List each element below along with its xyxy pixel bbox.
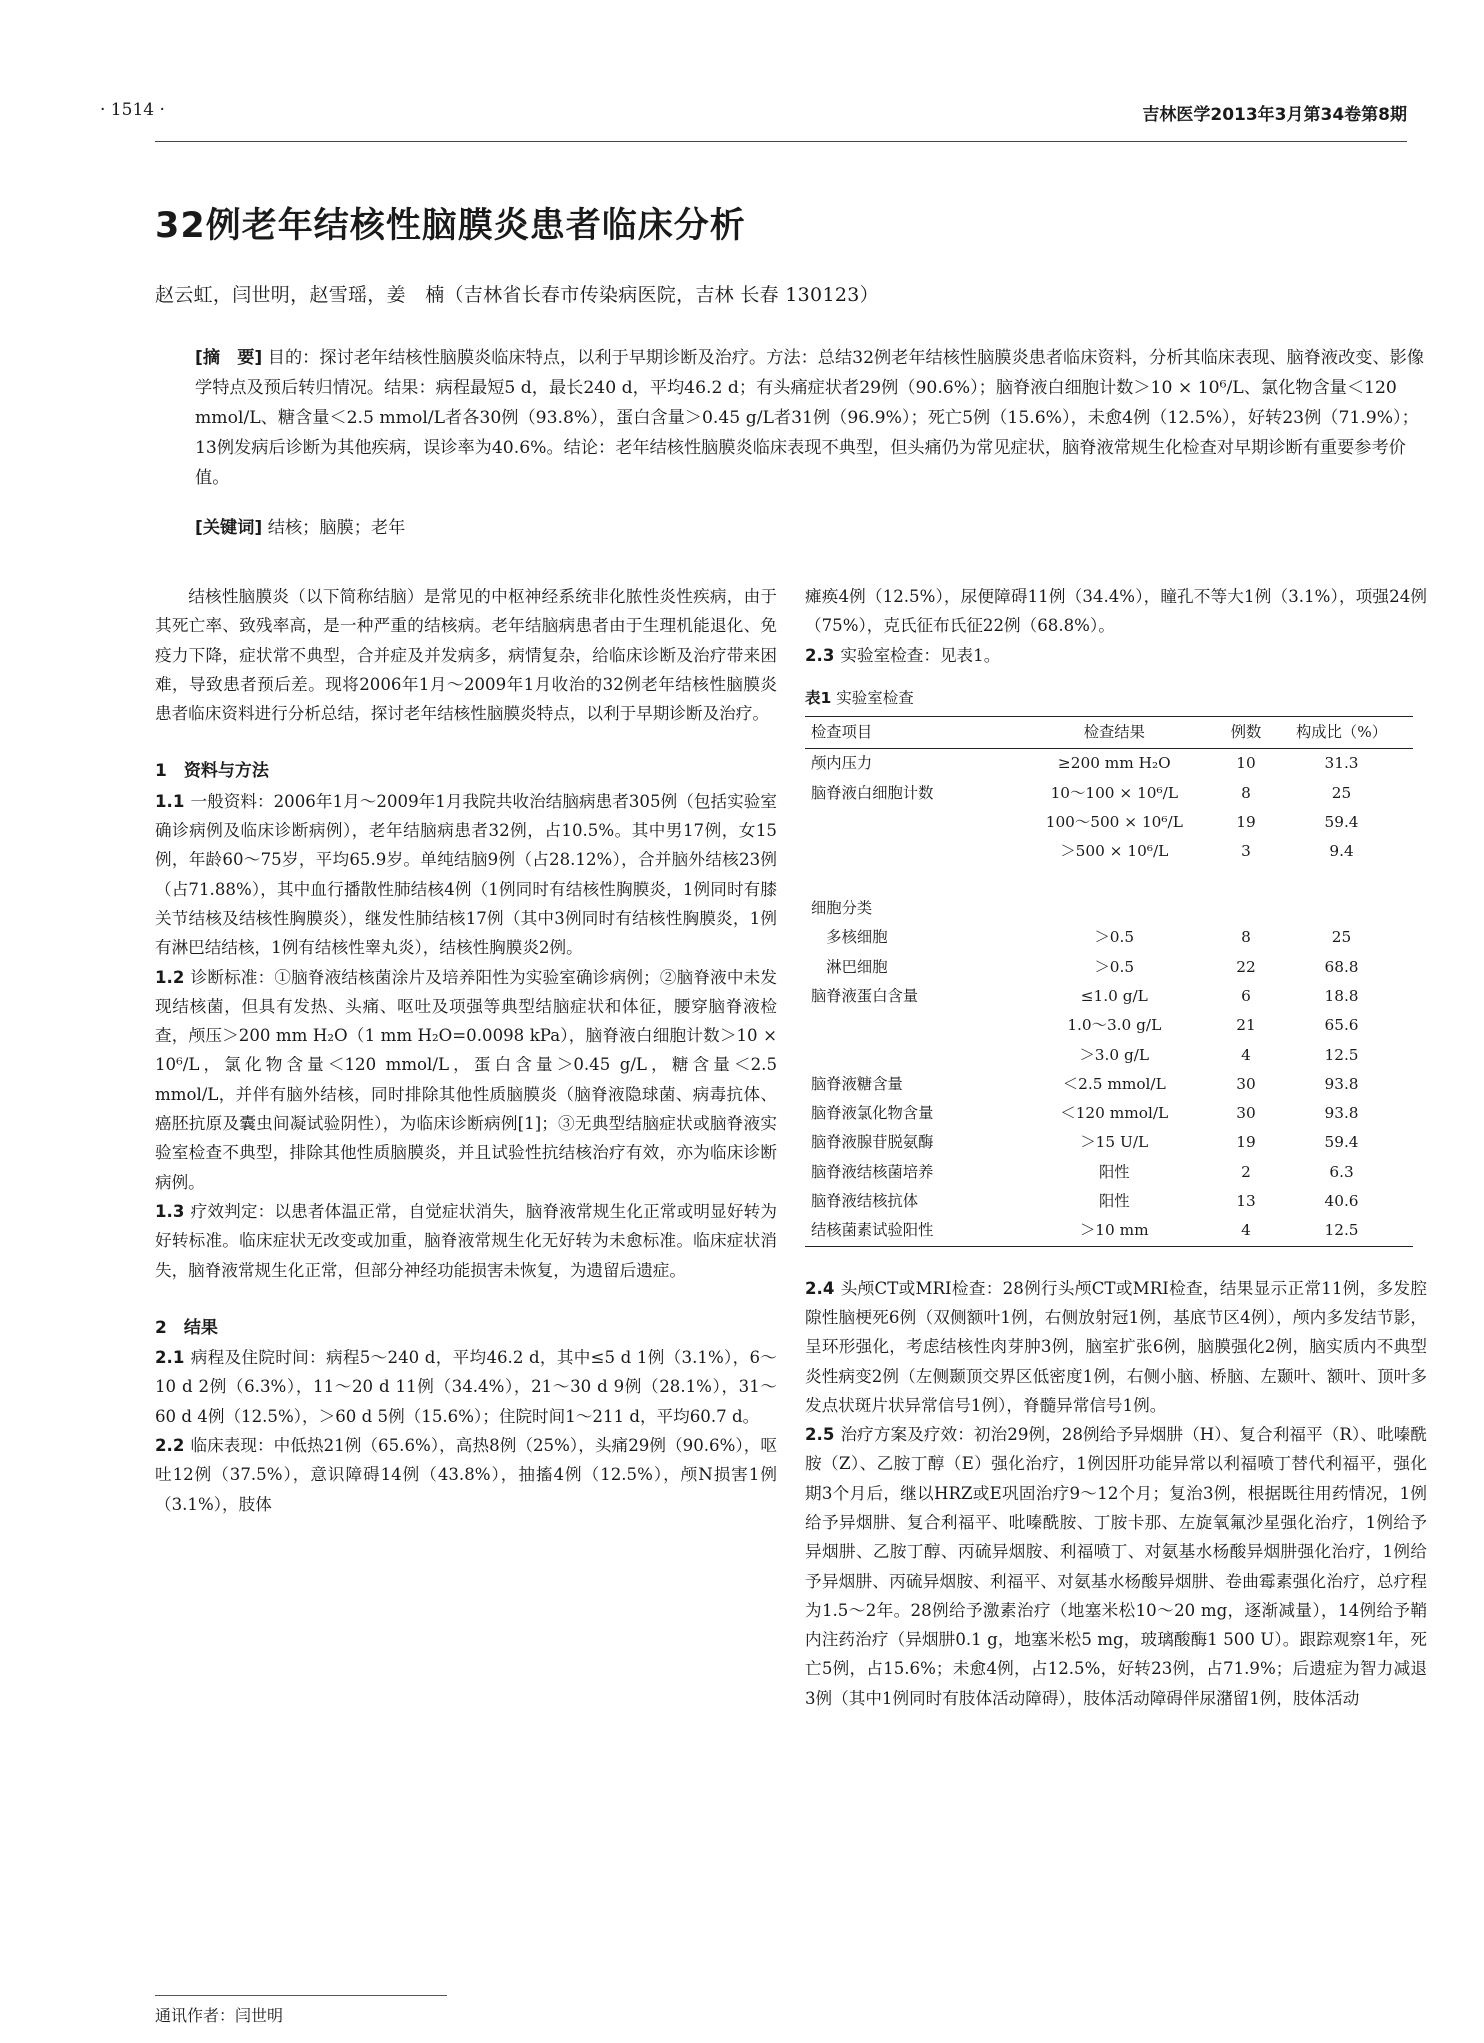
table-cell: 脑脊液结核菌培养: [811, 1162, 934, 1181]
section-heading-methods: 1 资料与方法: [155, 761, 269, 782]
table-cell: 2: [1241, 1162, 1251, 1181]
table-cell: 3: [1241, 842, 1251, 861]
table-cell: 22: [1236, 957, 1256, 976]
table-cell: 31.3: [1324, 754, 1359, 773]
table-cell: ＜2.5 mmol/L: [1062, 1074, 1166, 1093]
table-cell: [1270, 894, 1413, 923]
column-header: 检查结果: [1007, 717, 1222, 749]
table-cell: 脑脊液白细胞计数: [811, 783, 934, 802]
table-row: [805, 1128, 1413, 1157]
corresponding-author-note: 通讯作者：闫世明: [155, 2006, 284, 2025]
table-row: [805, 837, 1413, 866]
table-header-row: [805, 717, 1413, 749]
table-cell: [805, 867, 1007, 894]
table-cell: 脑脊液糖含量: [811, 1074, 903, 1093]
paragraph-1-3: [155, 1197, 777, 1285]
table-cell: 59.4: [1324, 1133, 1359, 1152]
paragraph-2-2-continued: 瘫痪4例（12.5%），尿便障碍11例（34.4%），瞳孔不等大1例（3.1%），项强24例（75%），克氏征布氏征22例（68.8%）。: [805, 587, 1427, 636]
column-header: 构成比（%）: [1270, 717, 1413, 749]
paragraph-text: 病程及住院时间：病程5～240 d，平均46.2 d，其中≤5 d 1例（3.1%），6～10 d 2例（6.3%），11～20 d 11例（34.4%），21～30 d 9例（28.1%），31～60 d 4例（12.5%），＞60 d 5例（15.6%）；住院时间1～211 d，平均60.7 d。: [155, 1348, 777, 1426]
table-row: [805, 1187, 1413, 1216]
table-cell: 65.6: [1324, 1016, 1359, 1035]
subsection-number: 1.3: [155, 1201, 185, 1221]
table-cell: 10: [1236, 754, 1256, 773]
table-row: [805, 808, 1413, 837]
table-row: [805, 749, 1413, 779]
table-cell: 细胞分类: [811, 899, 873, 918]
paragraph-text: 实验室检查：见表1。: [840, 645, 1001, 665]
intro-paragraph: 结核性脑膜炎（以下简称结脑）是常见的中枢神经系统非化脓性炎性疾病，由于其死亡率、致残率高，是一种严重的结核病。老年结脑病患者由于生理机能退化、免疫力下降，症状常不典型，合并症及并发病多，病情复杂，给临床诊断及治疗带来困难，导致患者预后差。现将2006年1月～2009年1月收治的32例老年结核性脑膜炎患者临床资料进行分析总结，探讨老年结核性脑膜炎特点，以利于早期诊断及治疗。: [155, 587, 777, 724]
subsection-number: 1.2: [155, 967, 185, 987]
paragraph-1-2: [155, 963, 777, 1197]
table-cell: 21: [1236, 1016, 1256, 1035]
table-cell: 脑脊液氯化物含量: [811, 1104, 934, 1123]
table-cell: 18.8: [1324, 986, 1359, 1005]
table-cell: [805, 837, 1007, 866]
table-cell: 脑脊液蛋白含量: [811, 986, 919, 1005]
table-cell: 颅内压力: [811, 754, 873, 773]
table-cell: 阳性: [1098, 1162, 1130, 1181]
table-row: [805, 1158, 1413, 1187]
abstract: [195, 343, 1425, 493]
table-cell: 脑脊液腺苷脱氨酶: [811, 1133, 934, 1152]
section-heading-results: 2 结果: [155, 1317, 218, 1338]
table-row: [805, 1041, 1413, 1070]
table-body: [805, 749, 1413, 1246]
subsection-number: 2.1: [155, 1348, 185, 1368]
table-cell: [805, 1041, 1007, 1070]
subsection-number: 2.5: [805, 1425, 835, 1445]
table-title: 实验室检查: [836, 688, 914, 707]
table-cell: 8: [1241, 783, 1251, 802]
paragraph-text: 诊断标准：①脑脊液结核菌涂片及培养阳性为实验室确诊病例；②脑脊液中未发现结核菌，但具有发热、头痛、呕吐及项强等典型结脑症状和体征，腰穿脑脊液检查，颅压＞200 mm H₂O（1 mm H₂O=0.0098 kPa），脑脊液白细胞计数＞10 × 10⁶/L，氯化物含量＜120 mmol/L，蛋白含量＞0.45 g/L，糖含量＜2.5 mmol/L，并伴有脑外结核，同时排除其他性质脑膜炎（脑脊液隐球菌、病毒抗体、癌胚抗原及囊虫间凝试验阴性），为临床诊断病例[1]；③无典型结脑症状或脑脊液实验室检查不典型，排除其他性质脑膜炎，并且试验性抗结核治疗有效，亦为临床诊断病例。: [155, 967, 777, 1192]
column-header: 例数: [1222, 717, 1270, 749]
paragraph-1-1: [155, 787, 777, 963]
table-number: 表1: [805, 688, 832, 707]
table-cell: ＞0.5: [1094, 928, 1135, 947]
abstract-text: 目的：探讨老年结核性脑膜炎临床特点，以利于早期诊断及治疗。方法：总结32例老年结核性脑膜炎患者临床资料，分析其临床表现、脑脊液改变、影像学特点及预后转归情况。结果：病程最短5 d，最长240 d，平均46.2 d；有头痛症状者29例（90.6%）；脑脊液白细胞计数＞10 × 10⁶/L、氯化物含量＜120 mmol/L、糖含量＜2.5 mmol/L者各30例（93.8%），蛋白含量＞0.45 g/L者31例（96.9%）；死亡5例（15.6%），未愈4例（12.5%），好转23例（71.9%）；13例发病后诊断为其他疾病，误诊率为40.6%。结论：老年结核性脑膜炎临床表现不典型，但头痛仍为常见症状，脑脊液常规生化检查对早期诊断有重要参考价值。: [195, 348, 1425, 488]
paragraph-text: 临床表现：中低热21例（65.6%），高热8例（25%），头痛29例（90.6%），呕吐12例（37.5%），意识障碍14例（43.8%），抽搐4例（12.5%），颅N损害1例（3.1%），肢体: [155, 1436, 777, 1514]
footnote-rule: [155, 1995, 447, 1996]
table-cell: 6: [1241, 986, 1251, 1005]
table-cell: 93.8: [1324, 1074, 1359, 1093]
right-column: [805, 582, 1427, 1713]
article-title: 32例老年结核性脑膜炎患者临床分析: [155, 206, 746, 246]
table-cell: 93.8: [1324, 1104, 1359, 1123]
table-cell: 9.4: [1329, 842, 1354, 861]
table-row: [805, 1099, 1413, 1128]
table-row: [805, 953, 1413, 982]
table-cell: 25: [1331, 928, 1352, 947]
table-row: [805, 923, 1413, 952]
table-cell: ＜120 mmol/L: [1060, 1104, 1169, 1123]
table-cell: 阳性: [1098, 1192, 1130, 1211]
table-cell: ＞0.5: [1094, 957, 1135, 976]
subsection-number: 2.4: [805, 1278, 835, 1298]
table-caption: [805, 684, 1427, 713]
table-cell: 68.8: [1324, 957, 1359, 976]
paragraph-text: 头颅CT或MRI检查：28例行头颅CT或MRI检查，结果显示正常11例，多发腔隙性脑梗死6例（双侧额叶1例，右侧放射冠1例，基底节区4例），颅内多发结节影，呈环形强化，考虑结核性肉芽肿3例，脑室扩张6例，脑膜强化2例，脑实质内不典型炎性病变2例（左侧颞顶交界区低密度1例，右侧小脑、桥脑、左颞叶、额叶、顶叶多发点状斑片状异常信号1例），脊髓异常信号1例。: [805, 1278, 1427, 1415]
table-cell: ＞10 mm: [1007, 1216, 1222, 1246]
table-cell: [805, 1011, 1007, 1040]
table-row: [805, 1011, 1413, 1040]
paragraph-text: 治疗方案及疗效：初治29例，28例给予异烟肼（H）、复合利福平（R）、吡嗪酰胺（Z）、乙胺丁醇（E）强化治疗，1例因肝功能异常以利福喷丁替代利福平，强化期3个月后，继以HRZ或E巩固治疗9～12个月；复治3例，根据既往用药情况，1例给予异烟肼、复合利福平、吡嗪酰胺、丁胺卡那、左旋氧氟沙星强化治疗，1例给予异烟肼、乙胺丁醇、丙硫异烟胺、利福喷丁、对氨基水杨酸异烟肼强化治疗，1例给予异烟肼、丙硫异烟胺、利福平、对氨基水杨酸异烟肼、卷曲霉素强化治疗，总疗程为1.5～2年。28例给予激素治疗（地塞米松10～20 mg，逐渐减量），14例给予鞘内注药治疗（异烟肼0.1 g，地塞米松5 mg，玻璃酸酶1 500 U）。跟踪观察1年，死亡5例，占15.6%；未愈4例，占12.5%，好转23例，占71.9%；后遗症为智力减退3例（其中1例同时有肢体活动障碍），肢体活动障碍伴尿潴留1例，肢体活动: [805, 1425, 1427, 1708]
table-cell: 59.4: [1324, 813, 1359, 832]
abstract-label: [摘 要]: [195, 348, 263, 368]
table-row: [805, 894, 1413, 923]
table-cell: [805, 808, 1007, 837]
subsection-number: 2.3: [805, 645, 835, 665]
table-cell: 19: [1236, 1133, 1256, 1152]
paragraph-2-4: [805, 1274, 1427, 1420]
keywords-text: 结核；脑膜；老年: [267, 518, 406, 538]
paragraph-2-1: [155, 1343, 777, 1431]
keywords: [195, 513, 405, 538]
table-cell: 8: [1241, 928, 1251, 947]
subsection-number: 2.2: [155, 1436, 185, 1456]
table-cell: 1.0～3.0 g/L: [1067, 1016, 1162, 1035]
table-cell: 13: [1236, 1192, 1256, 1211]
table-row: [805, 982, 1413, 1011]
table-cell: 淋巴细胞: [811, 957, 888, 976]
table-cell: 19: [1236, 813, 1256, 832]
table-cell: 25: [1331, 783, 1352, 802]
table-cell: 4: [1222, 1216, 1270, 1246]
table-cell: ＞500 × 10⁶/L: [1060, 842, 1169, 861]
header-rule: [155, 141, 1407, 142]
paragraph-2-5: [805, 1420, 1427, 1713]
table-cell: [1270, 867, 1413, 894]
keywords-label: [关键词]: [195, 518, 263, 538]
left-column: [155, 582, 777, 1519]
table-cell: 12.5: [1270, 1216, 1413, 1246]
paragraph-text: 疗效判定：以患者体温正常，自觉症状消失，脑脊液常规生化正常或明显好转为好转标准。临床症状无改变或加重，脑脊液常规生化无好转为未愈标准。临床症状消失，脑脊液常规生化正常，但部分神经功能损害未恢复，为遗留后遗症。: [155, 1201, 777, 1280]
table-cell: 4: [1241, 1045, 1251, 1064]
table-cell: [1007, 867, 1222, 894]
lab-results-table: [805, 716, 1413, 1246]
table-cell: 100～500 × 10⁶/L: [1045, 813, 1183, 832]
table-cell: 脑脊液结核抗体: [811, 1192, 919, 1211]
table-row: [805, 1216, 1413, 1246]
column-header: 检查项目: [805, 717, 1007, 749]
table-cell: [1007, 894, 1222, 923]
table-cell: 40.6: [1324, 1192, 1359, 1211]
author-line: 赵云虹，闫世明，赵雪瑶，姜 楠（吉林省长春市传染病医院，吉林 长春 130123）: [155, 284, 879, 306]
paragraph-text: 一般资料：2006年1月～2009年1月我院共收治结脑病患者305例（包括实验室确诊病例及临床诊断病例），老年结脑病患者32例，占10.5%。其中男17例，女15例，年龄60～75岁，平均65.9岁。单纯结脑9例（占28.12%），合并脑外结核23例（占71.88%），其中血行播散性肺结核4例（1例同时有结核性胸膜炎，1例同时有膝关节结核及结核性胸膜炎），继发性肺结核17例（其中3例同时有结核性胸膜炎，1例有淋巴结结核，1例有结核性睾丸炎），结核性胸膜炎2例。: [155, 791, 777, 958]
table-cell: 6.3: [1329, 1162, 1354, 1181]
table-cell: ＞15 U/L: [1080, 1133, 1149, 1152]
paragraph-2-2: [155, 1431, 777, 1519]
table-cell: ≥200 mm H₂O: [1057, 754, 1171, 773]
table-cell: 12.5: [1324, 1045, 1359, 1064]
table-cell: ＞3.0 g/L: [1079, 1045, 1150, 1064]
table-cell: 多核细胞: [811, 928, 888, 947]
table-cell: 结核菌素试验阳性: [805, 1216, 1007, 1246]
paragraph-2-3: [805, 641, 1427, 670]
table-cell: 30: [1236, 1074, 1256, 1093]
table-cell: ≤1.0 g/L: [1080, 986, 1148, 1005]
table-row: [805, 1070, 1413, 1099]
page-number: · 1514 ·: [100, 100, 165, 120]
table-cell: [1222, 867, 1270, 894]
table-row: [805, 779, 1413, 808]
table-row: [805, 867, 1413, 894]
subsection-number: 1.1: [155, 791, 185, 811]
table-cell: 10～100 × 10⁶/L: [1050, 783, 1178, 802]
table-cell: 30: [1236, 1104, 1256, 1123]
journal-info: 吉林医学2013年3月第34卷第8期: [1142, 105, 1407, 125]
table-cell: [1222, 894, 1270, 923]
